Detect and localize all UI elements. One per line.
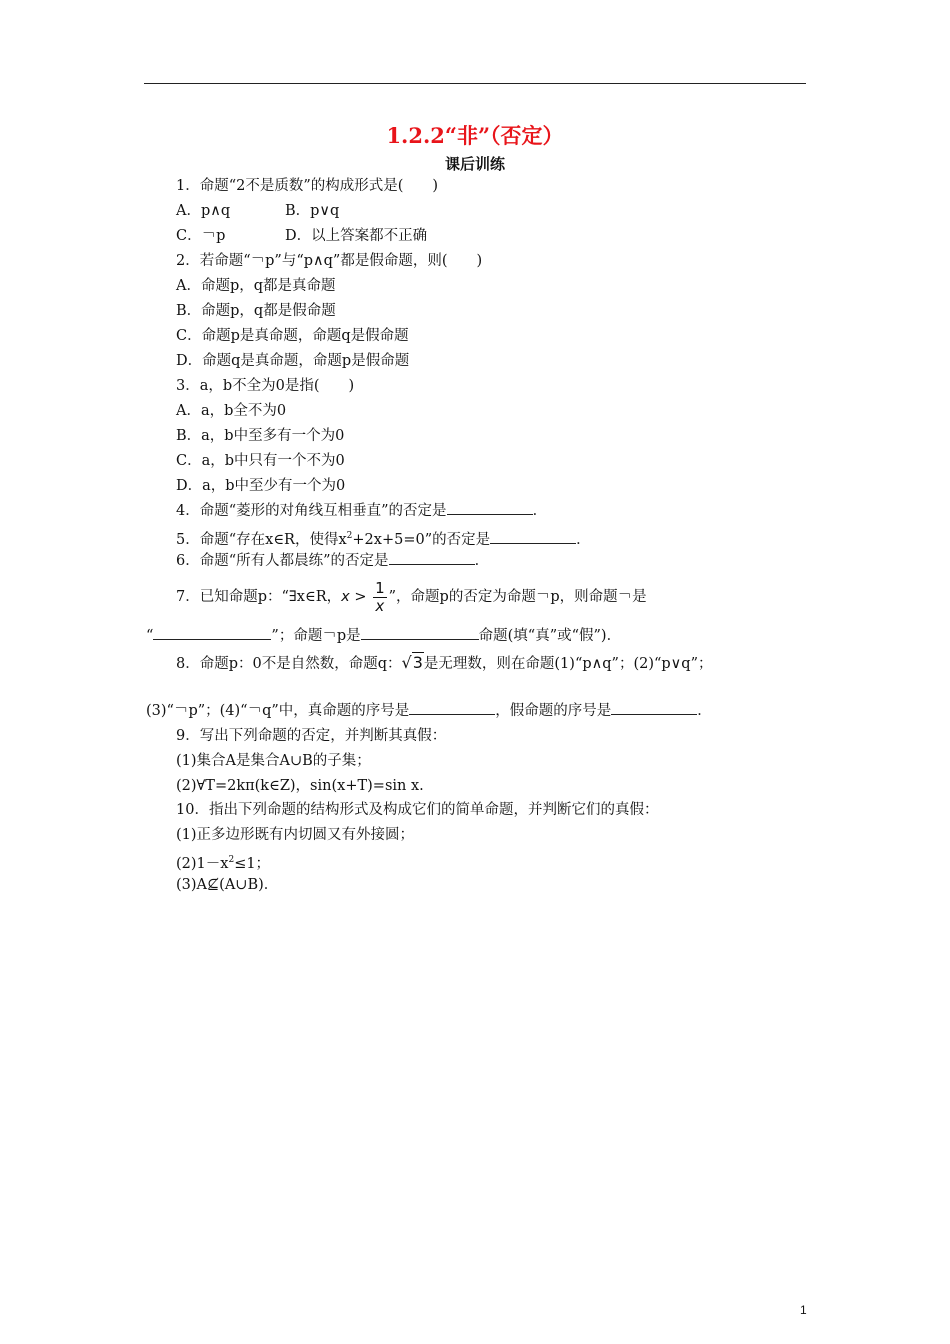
- fraction-one-over-x: $\frac{1}{x}$: [375, 578, 385, 615]
- q9-sub-1: (1)集合A是集合A∪B的子集；: [176, 753, 371, 769]
- q2-option-c: C．命题p是真命题，命题q是假命题: [176, 328, 409, 344]
- question-5: 5．命题“存在x∈R，使得$x^2+2x+5=0$”的否定是 ．: [176, 531, 591, 548]
- q10-sub-2: $(2)1-x^2\le 1$；: [176, 855, 271, 872]
- page-number: 1: [800, 1303, 807, 1317]
- page-subtitle: 课后训练: [444, 155, 505, 173]
- q3-option-c: C．a，b中只有一个不为0: [176, 453, 345, 469]
- q8-answer-blank-2[interactable]: [611, 702, 697, 715]
- q3-option-b: B．a，b中至多有一个为0: [176, 428, 345, 444]
- q1-option-c: C．￢p: [176, 228, 226, 244]
- q10-sub-3: (3)A⊈(A∪B)．: [176, 877, 279, 893]
- question-9-stem: 9．写出下列命题的否定，并判断其真假：: [176, 728, 447, 744]
- q1-option-a: A．p∧q: [176, 203, 231, 219]
- question-4: 4．命题“菱形的对角线互相垂直”的否定是 ．: [176, 503, 548, 519]
- q10-sub-1: (1)正多边形既有内切圆又有外接圆；: [176, 827, 415, 843]
- sqrt-three: √3: [401, 653, 423, 672]
- q5-answer-blank[interactable]: [490, 531, 576, 544]
- q2-option-d: D．命题q是真命题，命题p是假命题: [176, 353, 410, 369]
- question-7-line-2: “ ”；命题￢p是 命题(填“真”或“假”)．: [146, 628, 622, 644]
- question-3-stem: 3．a，b不全为0是指( ): [176, 378, 355, 394]
- q4-text: 4．命题“菱形的对角线互相垂直”的否定是: [176, 503, 447, 519]
- question-6: 6．命题“所有人都晨练”的否定是 ．: [176, 553, 490, 569]
- question-2-stem: 2．若命题“￢p”与“p∧q”都是假命题，则( ): [176, 253, 483, 269]
- q7-answer-blank-1[interactable]: [153, 627, 271, 640]
- question-8: 8．命题p：0不是自然数，命题q：√3是无理数，则在命题(1)“p∧q”；(2)“p∨q”；: [176, 653, 713, 672]
- q8-answer-blank-1[interactable]: [409, 702, 495, 715]
- question-7: 7．已知命题p：“∃x∈R，x > $\frac{1}{x}$ ”，命题p的否定为命题￢p，则命题￢是: [176, 578, 647, 615]
- q3-option-a: A．a，b全不为0: [176, 403, 287, 419]
- q4-answer-blank[interactable]: [447, 502, 533, 515]
- question-1-stem: 1．命题“2不是质数”的构成形式是( ): [176, 178, 439, 194]
- q6-answer-blank[interactable]: [389, 552, 475, 565]
- q1-option-b: B．p∨q: [285, 203, 340, 219]
- q2-option-a: A．命题p，q都是真命题: [176, 278, 336, 294]
- question-10-stem: 10．指出下列命题的结构形式及构成它们的简单命题，并判断它们的真假：: [176, 802, 659, 818]
- question-8-line-2: (3)“￢p”；(4)“￢q”中，真命题的序号是 ，假命题的序号是 ．: [146, 703, 712, 719]
- page-title: 1.2.2“非”（否定）: [386, 123, 564, 148]
- q2-option-b: B．命题p，q都是假命题: [176, 303, 336, 319]
- q1-option-d: D．以上答案都不正确: [285, 228, 428, 244]
- header-rule: [144, 83, 806, 84]
- q7-answer-blank-2[interactable]: [361, 627, 479, 640]
- q9-sub-2: (2)∀T=2kπ(k∈Z)，sin(x+T)=sin x.: [176, 778, 424, 794]
- q3-option-d: D．a，b中至少有一个为0: [176, 478, 346, 494]
